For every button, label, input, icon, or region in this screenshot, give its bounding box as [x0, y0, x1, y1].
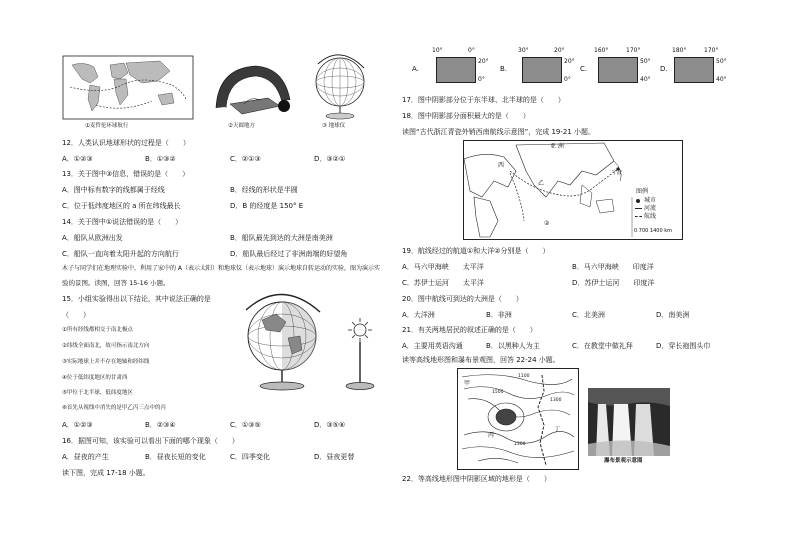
q15-statement-2: ②纬线全面南北，故可指示南北方向: [62, 343, 150, 349]
topo-elev-1100: 1100: [518, 374, 530, 379]
question-18: 18．图中阴影部分面积最大的是（ ）: [402, 112, 530, 120]
globe-figure-small: [310, 50, 370, 122]
map-legend-river: 河流: [644, 205, 657, 212]
q12-option-a[interactable]: A．①②③: [62, 155, 93, 163]
intro-17-18: 读下图，完成 17-18 小题。: [62, 469, 150, 477]
q12-option-c[interactable]: C．②①③: [230, 155, 261, 163]
legend-city-icon: [636, 199, 640, 203]
q13-option-a[interactable]: A．图中标有数字的线都属于经线: [62, 186, 165, 194]
q21-option-c[interactable]: C．在教堂中做礼拜: [572, 342, 633, 350]
q15-option-a[interactable]: A．①②③: [62, 421, 93, 429]
grid-d-shaded-box: [674, 57, 714, 83]
q20-option-b[interactable]: B．非洲: [486, 311, 512, 319]
question-15-paren: （ ）: [62, 311, 90, 319]
q20-option-c[interactable]: C．北美洲: [572, 311, 605, 319]
map-label-asia: 亚 洲: [550, 143, 564, 150]
q16-option-a[interactable]: A．昼夜的产生: [62, 453, 109, 461]
grid-option-b[interactable]: 30° 20° B. 20° 0°: [500, 47, 575, 83]
question-15-stem: 15．小组实验得出以下结论，其中说法正确的是: [62, 295, 211, 303]
q12-option-d[interactable]: D．③②①: [314, 155, 346, 163]
q15-statement-6: ⑥首先从视线中消失的是甲乙丙三点中的丙: [62, 405, 166, 411]
question-14-stem: 14．关于图中①说法错误的是（ ）: [62, 218, 183, 226]
question-19-stem: 19．航线经过的航道①和大洋②分别是（ ）: [402, 247, 550, 255]
topo-elev-1500: 1500: [492, 390, 504, 395]
q21-option-d[interactable]: D．穿长袍围头巾: [656, 342, 711, 350]
question-21-stem: 21．有关两地居民的叙述正确的是（ ）: [402, 326, 537, 334]
intro-22-24: 读等高线地形图和瀑布景观图，回答 22-24 小题。: [402, 356, 560, 364]
map-legend-route: 航线: [644, 213, 657, 220]
q20-option-a[interactable]: A．大洋洲: [402, 311, 435, 319]
q16-option-d[interactable]: D．昼夜更替: [314, 453, 355, 461]
q21-option-a[interactable]: A．主要用英语沟通: [402, 342, 463, 350]
q15-statement-4: ④位于低纬度地区的甘肃西: [62, 375, 128, 381]
grid-option-c[interactable]: 160° 170° C. 50° 40°: [580, 47, 651, 83]
grid-option-a[interactable]: 10° 0° A. 20° 0°: [412, 47, 489, 83]
grid-c-shaded-box: [598, 57, 638, 83]
q12-option-b[interactable]: B．①③②: [145, 155, 176, 163]
waterfall-photo: [588, 388, 670, 456]
q15-statement-3: ③实际地球上并不存在地轴和经纬线: [62, 359, 150, 365]
q13-option-c[interactable]: C．位于低纬度地区的 a 所在纬线最长: [62, 202, 181, 210]
q14-option-c[interactable]: C．船队一直向着太阳升起的方向航行: [62, 250, 179, 258]
topo-label-bing: 丙: [488, 432, 495, 439]
celadon-route-map: [463, 140, 683, 240]
intro-19-21: 读图“古代浙江青瓷外销西南航线示意图”，完成 19-21 小题。: [402, 128, 596, 136]
fig1-caption: ①麦哲伦环球航行: [85, 123, 129, 129]
legend-river-icon: [635, 208, 642, 211]
q15-option-b[interactable]: B．②③④: [145, 421, 176, 429]
map-label-ocean-2: ②: [544, 220, 550, 227]
q13-option-b[interactable]: B．经线的形状是半圆: [230, 186, 298, 194]
q19-option-b[interactable]: B．马六甲海峡 印度洋: [572, 263, 654, 271]
q16-option-b[interactable]: B．昼夜长短的变化: [145, 453, 206, 461]
q16-option-c[interactable]: C．四季变化: [230, 453, 270, 461]
intro-15-16-line2: 验的景图。读图，回答 15-16 小题。: [62, 279, 170, 287]
question-17: 17．图中阴影部分位于东半球、北半球的是（ ）: [402, 96, 565, 104]
q15-option-c[interactable]: C．①③⑤: [230, 421, 261, 429]
map-label-ningbo: 宁波: [612, 170, 623, 176]
q20-option-d[interactable]: D．南美洲: [656, 311, 690, 319]
q15-statement-1: ①所有经线都相交于南北极点: [62, 327, 133, 333]
map-scale-bar: 0 700 1400 km: [634, 228, 672, 234]
q13-option-d[interactable]: D．B 的经度是 150° E: [230, 202, 304, 210]
fig3-caption: ③ 地球仪: [322, 123, 346, 129]
topo-elev-1300-b: 1300: [550, 398, 562, 403]
topo-label-jia: 甲: [464, 380, 471, 387]
q19-option-a[interactable]: A．马六甲海峡 太平洋: [402, 263, 484, 271]
legend-route-icon: [635, 216, 642, 219]
question-16-stem: 16．据图可知，该实验可以看出下面的哪个现象（ ）: [62, 437, 239, 445]
grid-a-shaded-box: [436, 57, 476, 83]
map-legend-city: 城市: [644, 197, 657, 204]
fig2-caption: ②天圆地方: [228, 123, 255, 129]
map-legend-title: 图例: [636, 188, 649, 195]
grid-option-d[interactable]: 180° 170° D. 50° 40°: [660, 47, 727, 83]
topo-elev-1300-a: 1300: [514, 442, 526, 447]
q19-option-c[interactable]: C．苏伊士运河 太平洋: [402, 279, 484, 287]
q19-option-d[interactable]: D．苏伊士运河 印度洋: [572, 279, 655, 287]
q14-option-b[interactable]: B．船队最先到达的大洲是南美洲: [230, 234, 333, 242]
question-13-stem: 13．关于图中③信息，错误的是（ ）: [62, 170, 190, 178]
waterfall-caption: 瀑布景观示意图: [604, 458, 643, 464]
grid-b-shaded-box: [522, 57, 562, 83]
q14-option-d[interactable]: D．船队最后经过了非洲南端的好望角: [230, 250, 348, 258]
map-label-west: 西: [498, 162, 505, 169]
q14-option-a[interactable]: A．船队从欧洲出发: [62, 234, 123, 242]
q15-option-d[interactable]: D．③⑤⑥: [314, 421, 346, 429]
question-20-stem: 20．图中航线可到达的大洲是（ ）: [402, 295, 523, 303]
question-12-stem: 12．人类认识地球形状的过程是（ ）: [62, 139, 190, 147]
q15-statement-5: ⑤甲位于北半球、低纬度地区: [62, 390, 133, 396]
tianyuan-difang-figure: [210, 60, 294, 122]
intro-15-16-line1: 木子与同学们在地理实验中，利用了家中的 A（表示太阳）和地球仪（表示地球）演示地球自转运动的实验，图为演示实: [62, 265, 381, 272]
question-22: 22．等高线地形图中阴影区域的地形是（ ）: [402, 475, 551, 483]
topo-label-ding: 丁: [554, 426, 561, 433]
globe-lamp-experiment-figure: [236, 292, 386, 396]
map-label-yi: 乙: [538, 180, 545, 187]
q21-option-b[interactable]: B．以黑种人为主: [486, 342, 540, 350]
contour-topographic-map: [457, 368, 579, 470]
magellan-world-map: [62, 55, 194, 120]
